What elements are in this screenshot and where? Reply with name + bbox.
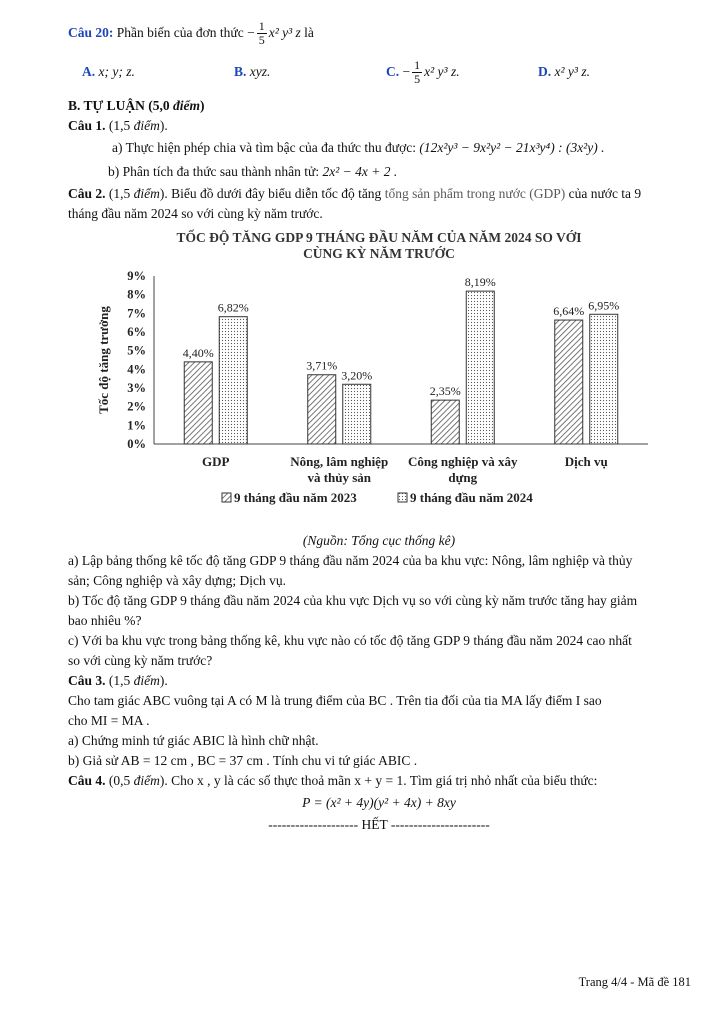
option-b[interactable] bbox=[234, 64, 386, 80]
question-1-points-em: điểm bbox=[133, 118, 160, 133]
question-20-options bbox=[68, 54, 690, 90]
section-b-title bbox=[68, 96, 690, 116]
question-2a: a) Lập bảng thống kê tốc độ tăng GDP 9 tháng đầu năm 2024 của ba khu vực: Nông, lâm nghiệp và thủy bbox=[68, 553, 633, 568]
y-tick-label: 1% bbox=[127, 418, 146, 433]
chart-title: TỐC ĐỘ TĂNG GDP 9 THÁNG ĐẦU NĂM CỦA NĂM 2024 SO VỚI bbox=[176, 230, 582, 245]
question-3b: b) Giả sử AB = 12 cm , BC = 37 cm . Tính chu vi tứ giác ABIC . bbox=[68, 753, 418, 768]
question-1a-text: a) Thực hiện phép chia và tìm bậc của đa thức thu được: bbox=[112, 140, 416, 155]
exam-page bbox=[68, 18, 690, 835]
fraction-numerator: 1 bbox=[414, 57, 421, 72]
section-b-title-close: ) bbox=[200, 98, 205, 113]
bar-2023 bbox=[308, 375, 336, 444]
data-label: 8,19% bbox=[464, 275, 496, 290]
option-text: x; y; z. bbox=[98, 64, 135, 79]
option-d[interactable] bbox=[538, 64, 690, 80]
bar-2024 bbox=[219, 317, 247, 444]
option-text: x² y³ z. bbox=[554, 64, 590, 79]
y-tick-label: 5% bbox=[127, 343, 146, 358]
question-2-intro bbox=[68, 184, 690, 204]
question-1a bbox=[68, 136, 690, 160]
fraction-denominator: 5 bbox=[258, 32, 265, 47]
question-2-points: (1,5 bbox=[108, 186, 131, 201]
question-4-points: (0,5 bbox=[108, 773, 131, 788]
legend-swatch-2024 bbox=[398, 493, 407, 502]
question-2c: c) Với ba khu vực trong bảng thống kê, khu vực nào có tốc độ tăng GDP 9 tháng đầu năm 2024 cao nhất bbox=[68, 633, 632, 648]
question-2b-cont: bao nhiêu %? bbox=[68, 613, 142, 628]
data-label: 6,64% bbox=[553, 304, 585, 319]
option-letter: B. bbox=[234, 64, 247, 79]
y-tick-label: 0% bbox=[127, 437, 146, 451]
bar-2023 bbox=[431, 400, 459, 444]
legend-label-2024: 9 tháng đầu năm 2024 bbox=[410, 490, 533, 505]
question-1-points-close: ). bbox=[159, 118, 168, 133]
question-2c-cont: so với cùng kỳ năm trước? bbox=[68, 653, 213, 668]
option-a[interactable] bbox=[82, 64, 234, 80]
question-1b-text: b) Phân tích đa thức sau thành nhân tử: bbox=[108, 164, 320, 179]
bar-2024 bbox=[343, 384, 371, 444]
question-4-points-em: điểm bbox=[133, 773, 160, 788]
question-20-expr: x² y³ z bbox=[268, 25, 301, 40]
option-text: x² y³ z. bbox=[424, 64, 460, 79]
bar-2024 bbox=[590, 314, 618, 444]
section-b-title-text: B. TỰ LUẬN (5,0 bbox=[68, 98, 170, 113]
y-axis-label: Tốc độ tăng trưởng bbox=[96, 306, 111, 414]
question-3-points-em: điểm bbox=[133, 673, 160, 688]
legend-swatch-2023 bbox=[222, 493, 231, 502]
end-marker: -------------------- HẾT ---------------------- bbox=[268, 817, 490, 832]
chart-title-line2: CÙNG KỲ NĂM TRƯỚC bbox=[303, 246, 455, 261]
bar-2024 bbox=[466, 291, 494, 444]
question-2-intro-line2: tháng đầu năm 2024 so với cùng kỳ năm trước. bbox=[68, 206, 323, 221]
question-1a-expr: (12x²y³ − 9x²y² − 21x³y⁴) : (3x²y) . bbox=[419, 140, 605, 155]
chart-source: (Nguồn: Tổng cục thống kê) bbox=[302, 533, 456, 548]
fraction-denominator: 5 bbox=[414, 71, 421, 86]
question-3-line1: Cho tam giác ABC vuông tại A có M là trung điểm của BC . Trên tia đối của tia MA lấy điểm I sao bbox=[68, 693, 602, 708]
fraction-numerator: 1 bbox=[258, 18, 265, 33]
question-4 bbox=[68, 771, 690, 791]
gdp-bar-chart bbox=[68, 228, 690, 533]
bar-2023 bbox=[184, 362, 212, 444]
y-tick-label: 9% bbox=[127, 269, 146, 283]
data-label: 3,20% bbox=[341, 368, 373, 383]
page-footer: Trang 4/4 - Mã đề 181 bbox=[578, 975, 691, 989]
data-label: 4,40% bbox=[182, 345, 214, 360]
x-tick-label: và thủy sản bbox=[307, 470, 372, 485]
question-20-label: Câu 20: bbox=[68, 25, 114, 40]
question-3-header bbox=[68, 671, 690, 691]
option-letter: A. bbox=[82, 64, 96, 79]
question-20-text: Phần biến của đơn thức bbox=[116, 25, 244, 40]
y-tick-label: 2% bbox=[127, 399, 146, 414]
question-2-intro-gray: tổng sản phẩm trong nước (GDP) bbox=[384, 186, 566, 201]
question-2-label: Câu 2. bbox=[68, 186, 106, 201]
question-3a: a) Chứng minh tứ giác ABIC là hình chữ nhật. bbox=[68, 733, 319, 748]
question-3-points-close: ). bbox=[159, 673, 168, 688]
question-1-points: (1,5 bbox=[108, 118, 131, 133]
question-2b: b) Tốc độ tăng GDP 9 tháng đầu năm 2024 của khu vực Dịch vụ so với cùng kỳ năm trước tăng hay giảm bbox=[68, 593, 638, 608]
data-label: 3,71% bbox=[306, 358, 338, 373]
question-2-points-em: điểm bbox=[133, 186, 160, 201]
question-4-text: Cho x , y là các số thực thoả mãn x + y = 1. Tìm giá trị nhỏ nhất của biểu thức: bbox=[171, 773, 598, 788]
question-2-points-close: ). bbox=[159, 186, 168, 201]
y-tick-label: 6% bbox=[127, 325, 146, 339]
data-label: 2,35% bbox=[429, 384, 461, 399]
question-2-intro-text-2: của nước ta 9 bbox=[568, 186, 642, 201]
question-1b bbox=[68, 160, 690, 184]
question-3-points: (1,5 bbox=[108, 673, 131, 688]
option-sign: − bbox=[402, 64, 411, 79]
question-20-expr-sign: − bbox=[247, 25, 255, 40]
question-20-after: là bbox=[304, 25, 314, 40]
x-tick-label: dựng bbox=[448, 470, 478, 485]
question-2a-cont: sản; Công nghiệp và xây dựng; Dịch vụ. bbox=[68, 573, 287, 588]
question-3-line2: cho MI = MA . bbox=[68, 713, 150, 728]
question-1-label: Câu 1. bbox=[68, 118, 106, 133]
question-4-label: Câu 4. bbox=[68, 773, 106, 788]
data-label: 6,95% bbox=[588, 298, 620, 313]
y-tick-label: 7% bbox=[127, 306, 146, 321]
question-20-fraction bbox=[257, 20, 267, 47]
y-tick-label: 8% bbox=[127, 287, 146, 302]
question-1b-expr: 2x² − 4x + 2 . bbox=[322, 164, 398, 179]
legend-label-2023: 9 tháng đầu năm 2023 bbox=[234, 490, 357, 505]
question-2-intro-text: Biểu đồ dưới đây biểu diễn tốc độ tăng bbox=[171, 186, 382, 201]
y-tick-label: 3% bbox=[127, 381, 146, 395]
bar-2023 bbox=[555, 320, 583, 444]
x-tick-label: GDP bbox=[202, 454, 230, 469]
section-b-title-em: điểm bbox=[173, 98, 201, 113]
question-3-label: Câu 3. bbox=[68, 673, 106, 688]
option-c[interactable] bbox=[386, 59, 538, 86]
gdp-chart bbox=[68, 228, 690, 533]
data-label: 6,82% bbox=[217, 300, 249, 315]
option-fraction bbox=[412, 59, 422, 86]
x-tick-label: Công nghiệp và xây bbox=[408, 454, 518, 469]
option-letter: C. bbox=[386, 64, 400, 79]
question-20 bbox=[68, 18, 690, 48]
x-tick-label: Dịch vụ bbox=[564, 454, 608, 469]
question-1-header bbox=[68, 116, 690, 136]
question-4-expr: P = (x² + 4y)(y² + 4x) + 8xy bbox=[302, 795, 456, 810]
x-tick-label: Nông, lâm nghiệp bbox=[290, 454, 389, 469]
option-letter: D. bbox=[538, 64, 552, 79]
y-tick-label: 4% bbox=[127, 362, 146, 377]
option-text: xyz. bbox=[249, 64, 271, 79]
question-4-points-close: ). bbox=[159, 773, 168, 788]
